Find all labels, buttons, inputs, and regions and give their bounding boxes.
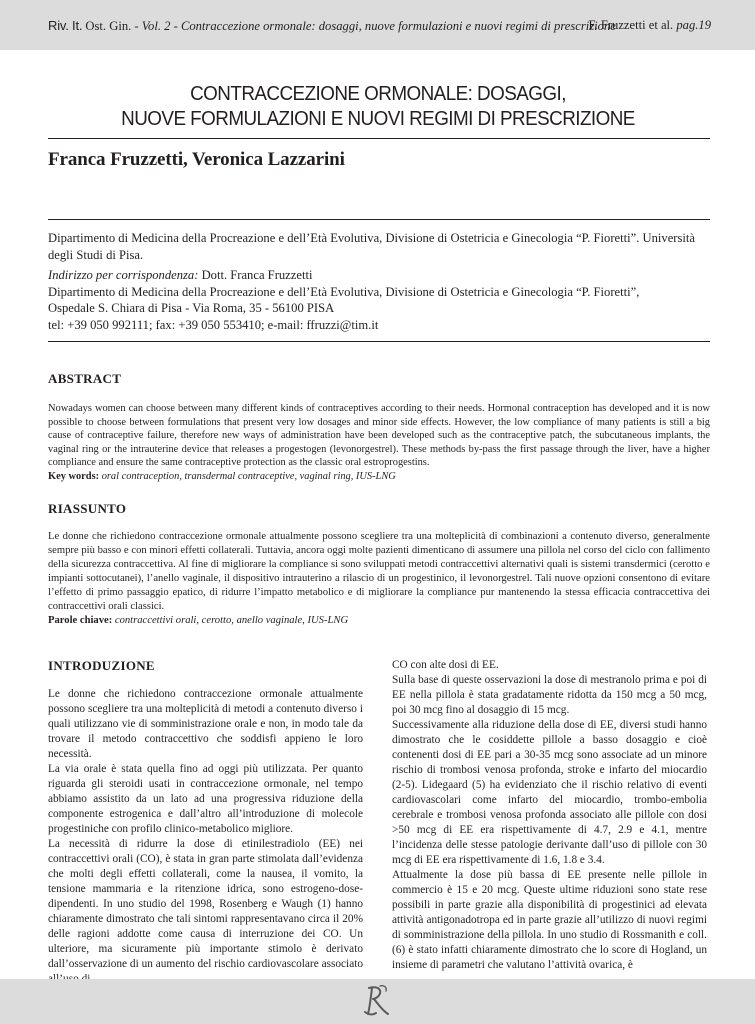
abstract-body [48,402,710,483]
correspondence-name: Dott. Franca Fruzzetti [198,268,313,282]
intro-paragraph: Attualmente la dose più bassa di EE presente nelle pillole in commercio è 15 e 20 mcg. Queste ultime riduzioni sono state rese possibili in parte grazie alla disponibilità di progestinici ad elevata attività antigonadotropa ed in parte grazie all’utilizzo di nuovi regimi di somministrazione della pillola. In uno studio di Rossmanith e coll. (6) è stato infatti chiaramente dimostrato che lo score di Hogland, un insieme di parametri che valutano l’attività ovarica, è [392,869,707,971]
abstract-keywords [48,470,710,484]
affiliation-department: Dipartimento di Medicina della Procreazione e dell’Età Evolutiva, Divisione di Ostetricia e Ginecologia “P. Fioretti”. Università degli Studi di Pisa. [48,231,695,262]
page-number: pag.19 [676,18,711,32]
article-authors: Franca Fruzzetti, Veronica Lazzarini [48,149,345,170]
correspondence-department: Dipartimento di Medicina della Procreazione e dell’Età Evolutiva, Divisione di Ostetricia e Ginecologia “P. Fioretti”, [48,284,640,299]
authors-short: F. Fruzzetti et al. [588,18,677,32]
riassunto-heading: RIASSUNTO [48,501,127,516]
article-title [74,81,681,131]
intro-paragraph: La necessità di ridurre la dose di etinilestradiolo (EE) nei contraccettivi orali (CO), è stata in gran parte stimolata dall’evidenza che molti degli effetti collaterali, come la nausea, il vomito, la tensione mammaria e la ritenzione idrica, sono estrogeno-dose-dipendenti. In uno studio del 1998, Rosenberg e Waugh (1) hanno chiaramente dimostrato che tali sintomi rappresentavano circa il 20% delle ragioni addotte come causa di interruzione dei CO. Un ulteriore, ma sicuramente più importante stimolo è derivato dall’osservazione di un aumento del rischio cardiovascolare associato [48,838,363,970]
intro-right-column [392,658,707,973]
journal-reference [48,18,616,34]
riassunto-text: Le donne che richiedono contraccezione ormonale attualmente possono scegliere tra una molteplicità di combinazioni a contenuto diverso, generalmente sempre più basso e con minori effetti collaterali. Tuttavia, ancora oggi molte pazienti dimenticano di assumere una pillola nel corso del ciclo con fallimento della sicurezza contraccettiva. Al fine di migliorare la compliance si sono sviluppati metodi contraccettivi alternativi quali is sistemi transdermici (cerotto e impianti sottocutanei), l’anello vaginale, il dispositivo intrauterino a rilascio di un progestinico, il levonorgestrel. Tali nuove opzioni consentono di evitare l’effetto di primo passaggio epatico, di ridurre l’impatto metabolico e di migliorare la compliance pur mantenendo la stessa efficacia contraccettiva dei contraccettivi orali classici. [48,531,710,612]
intro-paragraph: Sulla base di queste osservazioni la dose di mestranolo prima e poi di EE nella pillola è stata gradatamente ridotta da 150 mcg a 50 mcg, poi 30 mcg fino al dosaggio di 15 mcg. [392,674,707,716]
correspondence-line [48,267,710,284]
parole-chiave-text: contraccettivi orali, cerotto, anello vaginale, IUS-LNG [112,615,349,626]
intro-paragraph: Successivamente alla riduzione della dose di EE, diversi studi hanno dimostrato che le cosiddette pillole a basso dosaggio e cioè contenenti dosi di EE pari a 30-35 mcg sono associate ad un minore rischio di trombosi venosa profonda, stroke e infarto del miocardio (2-5). Lidegaard (5) ha evidenziato che il rischio relativo di eventi cardiovascolari come infarto del miocardio, trombo-embolia cerebrale e trombosi venosa profonda associato alle pillole con dosi >50 mcg di EE era rispettivamente di 4.7, 2.9 e 4.1, mentre l’incidenza delle stesse patologie derivante dall’uso di pillole con 30 mcg di EE era rispettivamente di 1.6, 1.8 e 3.4. [392,719,707,866]
divider [48,138,710,139]
divider [48,219,710,220]
correspondence-address: Ospedale S. Chiara di Pisa - Via Roma, 35 - 56100 PISA [48,301,335,315]
intro-paragraph: Le donne che richiedono contraccezione ormonale attualmente possono scegliere tra una molteplicità di metodi a contenuto diverso i quali utilizzano vie di somministrazione orale e non, in modo tale da trovare il metodo contraccettivo che soddisfi appieno le loro necessità. [48,688,363,760]
parole-chiave-label: Parole chiave: [48,615,113,626]
correspondence-contacts: tel: +39 050 992111; fax: +39 050 553410; e-mail: ffruzzi@tim.it [48,317,379,332]
keywords-text: oral contraception, transdermal contraceptive, vaginal ring, IUS-LNG [99,470,396,482]
keywords-label: Key words: [48,470,100,482]
intro-paragraph: CO con alte dosi di EE. [392,659,499,671]
divider [48,341,710,342]
correspondence-label: Indirizzo per corrispondenza: [48,268,199,282]
intro-left-column [48,687,363,987]
volume-title: Vol. 2 - Contraccezione ormonale: dosaggi, nuove formulazioni e nuovi regimi di prescrizione [141,19,616,33]
riassunto-keywords [48,614,710,628]
affiliation-block [48,230,710,333]
title-line-1: CONTRACCEZIONE ORMONALE: DOSAGGI, [190,82,566,105]
title-line-2: NUOVE FORMULAZIONI E NUOVI REGIMI DI PRESCRIZIONE [121,107,635,130]
riassunto-body [48,530,710,628]
running-header [0,0,755,50]
abstract-heading: ABSTRACT [48,371,122,386]
abstract-text: Nowadays women can choose between many different kinds of contraceptives according to their needs. Hormonal contraception has developed and it is now possible to choose between formulations that present very low dosages and minor side effects. However, the low compliance of many patients is still a big cause of contraceptive failure, therefore new ways of administration have been developed such as the contraceptive patch, the subcutaneous implants, the vaginal ring or the intrauterine device that releases a progestogen (levonorgestrel). These methods by-pass the first passage through the liver, have a higher compliance and ensure the same contraceptive protection as the classic oral estroprogestins. [48,403,710,468]
journal-name: Ost. Gin. - [82,19,142,33]
journal-abbreviation: Riv. It. [48,18,83,33]
introduzione-heading: INTRODUZIONE [48,658,155,673]
running-authors [589,18,711,33]
intro-paragraph: La via orale è stata quella fino ad oggi più utilizzata. Per quanto riguarda gli steroidi usati in contraccezione ormonale, nel tempo abbiamo assistito da un lato ad una progressiva riduzione della componente estrogenica e dall’altro all’introduzione di molecole progestiniche con profilo clinico-metabolico migliore. [48,763,363,835]
journal-monogram-icon [362,982,394,1018]
